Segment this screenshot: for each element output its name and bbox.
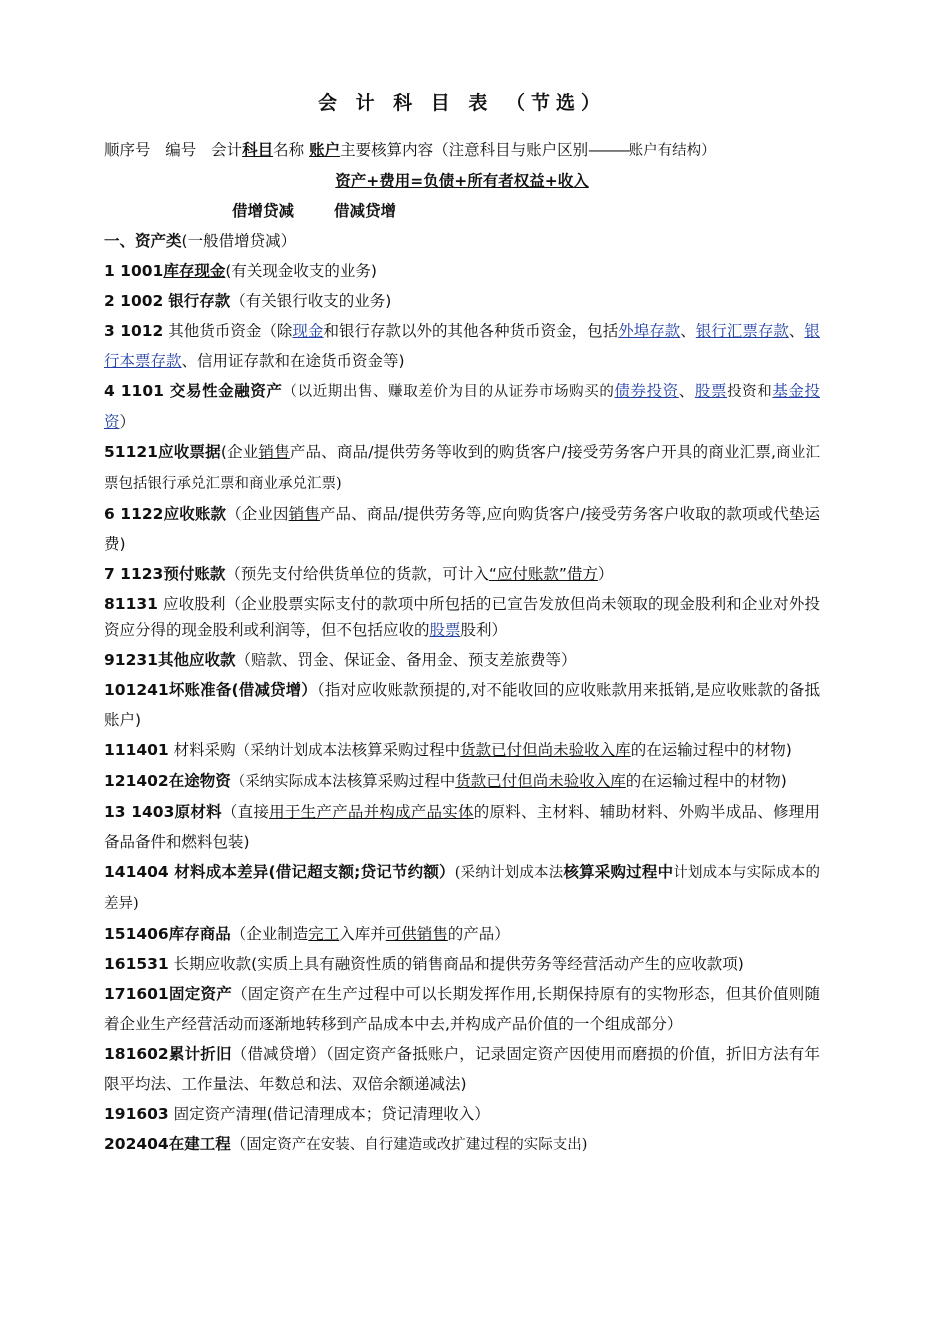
item-name: 银行存款 [168,292,231,310]
item-desc: 、 [788,322,805,340]
item-desc: （有关银行收支的业务) [230,292,392,310]
link-bond-investment[interactable]: 债券投资 [614,382,679,400]
link-promissory-note[interactable]: 银行本票存款 [104,322,820,370]
list-item [104,979,820,1039]
item-desc: 、 [678,382,695,400]
item-desc: ） [597,565,614,583]
item-rule: （借减贷增） [231,1045,326,1063]
list-item [104,1039,820,1099]
item-desc: （直接 [221,803,270,821]
list-item [104,735,820,766]
item-desc: “应付账款”借方 [488,565,598,583]
item-desc: ） [119,413,136,431]
item-desc: 销售 [258,443,290,461]
item-name: 应收股利 [157,595,226,613]
page-title: 会 计 科 目 表 （节选） [317,92,607,114]
item-name: 材料采购 [168,741,236,759]
item-code: 7 1123 [104,565,164,583]
item-desc: 股利） [460,621,508,639]
item-desc: 的在运输过程中的材物) [630,741,792,759]
item-name: 固定资产清理(借记清理成本；贷记清理收入） [168,1105,490,1123]
item-code: 6 1122 [104,505,164,523]
item-desc: 、 [680,322,696,340]
link-waibu-deposit[interactable]: 外埠存款 [618,322,681,340]
item-desc: （企业股票实际支付的款项中所包括的已宣告发放但尚未领取的现金股利和企业对外投资应分得的现金股利或利润等，但不包括应收的 [104,595,820,639]
list-item [104,645,820,675]
item-code: 202404 [104,1135,169,1153]
item-name: 在途物资 [168,772,231,790]
item-code: 121402 [104,772,169,790]
header-code: 编号 [165,141,197,159]
item-desc: 计划成本与实际成本的差异) [104,865,820,912]
header-dash: ——— [588,141,629,159]
item-code: 101241 [104,681,169,699]
list-item [104,256,820,286]
item-name: 固定资产 [168,985,233,1003]
item-name: 长期应收款(实质上具有融资性质的销售商品和提供劳务等经营活动产生的应收款项) [168,955,744,973]
item-desc: 核算采购过程中 [351,741,461,759]
rule-left: 借增贷减 [232,202,295,220]
item-desc: （固定资产备抵账户，记录固定资产因使用而磨损的价值，折旧方法有年限平均法、工作量法、年数总和法、双倍余额递减法) [104,1045,820,1093]
item-desc: 核算采购过程中 [563,863,674,881]
item-code: 4 1101 [104,382,164,400]
item-code: 111401 [104,741,169,759]
item-desc: 的在运输过程中的材物) [625,772,787,790]
item-code: 81131 [104,595,158,613]
header-seq: 顺序号 [104,141,151,159]
item-desc: (采纳计划成本法 [454,865,564,881]
section-note: (一般借增贷减） [181,232,297,250]
header-content: 主要核算内容（注意科目与账户区别 [340,141,589,159]
debit-credit-rule [104,196,820,226]
item-name: 累计折旧 [168,1045,232,1063]
item-desc: （采纳实际成本法 [230,774,347,790]
list-item [104,857,820,919]
list-item [104,559,820,589]
item-desc: 产品、商品/提供劳务等,应向购货客户/接受劳务客户收取的款项或代垫运费) [104,505,820,553]
item-desc: 、信用证存款和在途货币资金等) [181,352,405,370]
item-name: 应收账款 [163,505,227,523]
item-desc: （除 [261,322,293,340]
item-code: 171601 [104,985,169,1003]
link-fund-investment[interactable]: 基金投资 [104,382,821,431]
item-code: 161531 [104,955,169,973]
item-desc: 和银行存款以外的其他各种货币资金，包括 [323,322,619,340]
link-stock[interactable]: 股票 [429,621,461,639]
list-item [104,376,820,437]
item-desc: 核算采购过程中 [346,772,456,790]
item-desc: （企业因 [226,505,289,523]
item-code: 3 1012 [104,322,164,340]
list-item [104,499,820,559]
item-desc: 货款已付但尚未验收入库 [455,772,626,790]
accounting-equation: 资产+费用=负债+所有者权益+收入 [335,172,589,190]
document-page [104,80,820,1160]
item-name: 其他货币资金 [163,322,262,340]
list-item [104,949,820,979]
item-code: 13 1403 [104,803,175,821]
item-desc: （指对应收账款预提的,对不能收回的应收账款用来抵销,是应收账款的备抵账户) [104,681,820,729]
item-desc: （固定资产在生产过程中可以长期发挥作用,长期保持原有的实物形态，但其价值则随着企业生产经营活动而逐渐地转移到产品成本中去,并构成产品价值的一个组成部分） [104,985,820,1033]
item-code: 191603 [104,1105,169,1123]
item-desc: （赔款、罚金、保证金、备用金、预支差旅费等） [235,651,577,669]
item-name: 库存现金 [163,262,226,280]
section-heading [104,226,820,256]
item-desc: 销售 [288,505,320,523]
item-desc: （固定 [230,1135,278,1153]
list-item [104,589,820,645]
item-desc: 可供销售 [385,925,448,943]
header-kemu: 科目 [242,141,274,159]
item-name: 交易性金融资产 [163,382,283,400]
item-desc: 入库并 [339,925,386,943]
item-code: 2 1002 [104,292,164,310]
item-desc: (有关现金收支的业务) [225,262,377,280]
item-desc: 产品、商品/提供劳务等收到的购货客户/接受劳务客户开具的商业汇票, [289,443,776,461]
item-desc: 资产在安装、自行建造或改扩建过程的实际支出) [277,1137,588,1153]
item-code: 181602 [104,1045,169,1063]
header-struct: 账户有结构） [628,143,716,159]
item-name: 在建工程 [168,1135,231,1153]
item-desc: 的原料、主材料、辅助材料、外购半成品、修理用备品备件和燃料包装) [104,803,820,851]
item-code: 91231 [104,651,158,669]
item-desc: （以近期出售、赚取差价为目的从证券市场购买的 [282,384,615,400]
list-item [104,286,820,316]
item-name: 材料成本差异(借记超支额;贷记节约额） [168,863,455,881]
list-item [104,797,820,857]
list-item [104,919,820,949]
item-name: 原材料 [174,803,222,821]
item-desc: 完工 [308,925,340,943]
list-item [104,437,820,499]
item-desc: 商业汇票包括银行承兑汇票和商业承兑汇票) [104,445,820,492]
item-desc: 货款已付但尚未验收入库 [460,741,631,759]
section-title: 一、资产类 [104,232,182,250]
item-name: 应收票据 [157,443,221,461]
list-item [104,1129,820,1160]
item-rule: (借减贷增） [231,681,317,699]
column-header-line [104,135,820,166]
item-name: 其他应收款 [157,651,236,669]
list-item [104,1099,820,1129]
item-name: 库存商品 [168,925,231,943]
item-name: 预付账款 [163,565,226,583]
item-desc: （预先支付给供货单位的货款，可计入 [225,565,489,583]
item-desc: 用于生产产品并构成产品实体 [269,803,474,821]
header-name-post: 名称 [273,141,305,159]
item-code: 141404 [104,863,169,881]
item-desc: (企业 [220,443,259,461]
item-code: 151406 [104,925,169,943]
link-cash[interactable]: 现金 [292,322,324,340]
header-name-pre: 会计 [211,141,243,159]
item-desc: （企业制造 [230,925,309,943]
list-item [104,675,820,735]
item-desc: 的产品） [447,925,510,943]
link-bank-draft[interactable]: 银行汇票存款 [695,322,789,340]
link-stock[interactable]: 股票 [694,382,728,400]
item-code: 51121 [104,443,158,461]
item-code: 1 1001 [104,262,164,280]
list-item [104,766,820,797]
list-item [104,316,820,376]
header-zhanghu: 账户 [309,141,341,159]
rule-right: 借减贷增 [334,202,397,220]
item-name: 坏账准备 [168,681,232,699]
item-desc: 投资和 [727,384,773,400]
item-desc: （采纳计划成本法 [235,743,352,759]
